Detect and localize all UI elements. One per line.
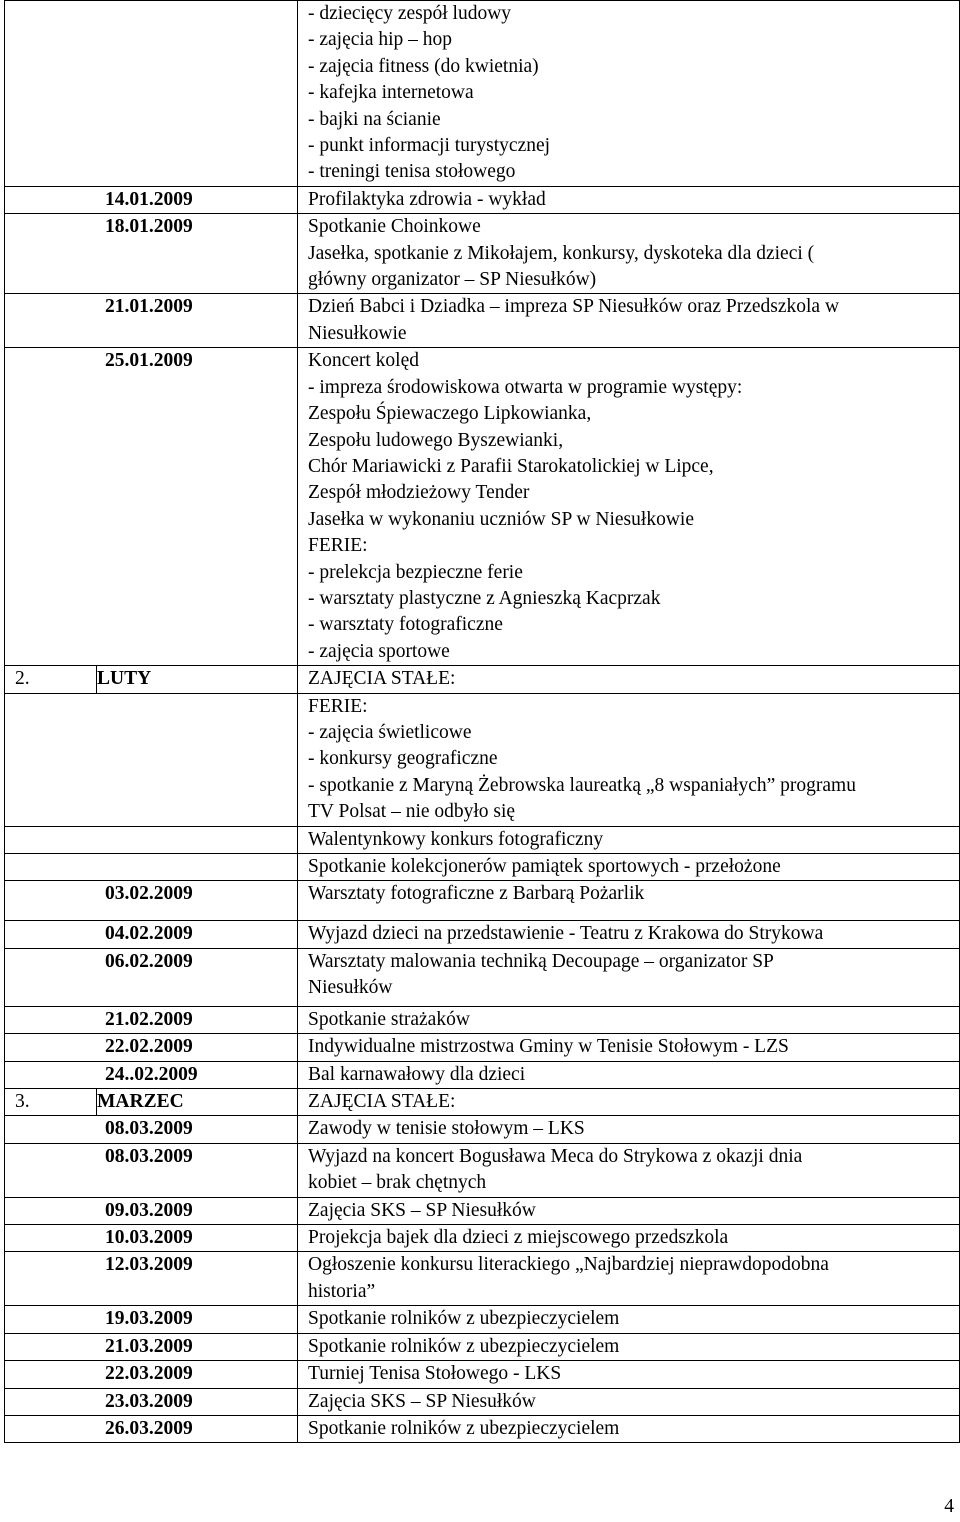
description-cell: Spotkanie kolekcjonerów pamiątek sportowych - przełożone	[298, 854, 960, 881]
description-line: - zajęcia świetlicowe	[308, 721, 472, 743]
table-row	[5, 948, 960, 1006]
description-cell: Walentynkowy konkurs fotograficzny	[298, 826, 960, 853]
description-cell	[298, 1061, 960, 1088]
date-cell: 08.03.2009	[5, 1116, 298, 1143]
table-row	[5, 348, 960, 666]
section-title: ZAJĘCIA STAŁE:	[298, 1089, 960, 1116]
description-line: - prelekcja bezpieczne ferie	[308, 561, 523, 583]
table-row	[5, 294, 960, 348]
description-line: - kafejka internetowa	[308, 82, 474, 104]
description-line: Wyjazd na koncert Bogusława Meca do Strykowa z okazji dnia	[308, 1145, 803, 1167]
table-row	[5, 1143, 960, 1197]
description-line: - impreza środowiskowa otwarta w programie występy:	[308, 376, 743, 398]
page-number: 4	[944, 1496, 954, 1517]
date-cell: 21.01.2009	[5, 294, 298, 348]
section-number: 2.	[5, 666, 97, 693]
empty-cell	[5, 1, 298, 187]
date-cell: 26.03.2009	[5, 1415, 298, 1442]
table-row	[5, 826, 960, 853]
description-line: Chór Mariawicki z Parafii Starokatolickiej w Lipce,	[308, 455, 714, 477]
table-row	[5, 1, 960, 187]
table-row	[5, 666, 960, 693]
description-line: Bal karnawałowy dla dzieci	[308, 1063, 526, 1085]
description-cell	[298, 881, 960, 921]
description-line: Ogłoszenie konkursu literackiego „Najbardziej nieprawdopodobna	[308, 1254, 829, 1276]
month-name: MARZEC	[97, 1089, 298, 1116]
description-cell	[298, 1361, 960, 1388]
table-row	[5, 1006, 960, 1033]
table-row	[5, 1061, 960, 1088]
description-line: Koncert kolęd	[308, 350, 420, 372]
description-line: - dziecięcy zespół ludowy	[308, 3, 512, 24]
description-line: Niesułkowie	[308, 322, 407, 344]
description-cell	[298, 1333, 960, 1360]
description-line: Spotkanie Choinkowe	[308, 216, 481, 238]
date-cell: 23.03.2009	[5, 1388, 298, 1415]
description-cell	[298, 921, 960, 948]
description-cell	[298, 186, 960, 213]
table-row	[5, 693, 960, 826]
description-line: Niesułków	[308, 977, 393, 999]
section-number: 3.	[5, 1089, 97, 1116]
description-cell	[298, 1116, 960, 1143]
description-line: Zawody w tenisie stołowym – LKS	[308, 1118, 585, 1140]
table-row	[5, 1388, 960, 1415]
description-cell	[298, 214, 960, 294]
description-line: Spotkanie rolników z ubezpieczycielem	[308, 1308, 620, 1330]
description-line: Zespół młodzieżowy Tender	[308, 482, 530, 504]
description-line: - spotkanie z Maryną Żebrowska laureatką „8 wspaniałych” programu	[308, 774, 856, 796]
description-cell	[298, 1, 960, 187]
date-cell: 10.03.2009	[5, 1225, 298, 1252]
schedule-table	[4, 0, 960, 1443]
description-cell	[298, 693, 960, 826]
table-row	[5, 1034, 960, 1061]
empty-cell	[5, 826, 298, 853]
description-cell	[298, 348, 960, 666]
description-line: Spotkanie strażaków	[308, 1008, 470, 1030]
description-line: - warsztaty fotograficzne	[308, 614, 503, 636]
empty-cell	[5, 693, 298, 826]
description-line: Wyjazd dzieci na przedstawienie - Teatru z Krakowa do Strykowa	[308, 923, 824, 945]
description-cell	[298, 1143, 960, 1197]
date-cell: 21.02.2009	[5, 1006, 298, 1033]
description-cell	[298, 1006, 960, 1033]
date-cell: 03.02.2009	[5, 881, 298, 921]
date-cell: 24..02.2009	[5, 1061, 298, 1088]
description-line: Turniej Tenisa Stołowego - LKS	[308, 1363, 562, 1385]
table-row	[5, 854, 960, 881]
date-cell: 18.01.2009	[5, 214, 298, 294]
description-line: Zespołu ludowego Byszewianki,	[308, 429, 564, 451]
description-cell	[298, 1252, 960, 1306]
description-line: główny organizator – SP Niesułków)	[308, 269, 597, 291]
description-cell	[298, 1034, 960, 1061]
table-row	[5, 1197, 960, 1224]
date-cell: 14.01.2009	[5, 186, 298, 213]
table-row	[5, 186, 960, 213]
description-cell	[298, 1415, 960, 1442]
schedule-body	[5, 1, 960, 1443]
description-line: - warsztaty plastyczne z Agnieszką Kacprzak	[308, 587, 661, 609]
date-cell: 22.03.2009	[5, 1361, 298, 1388]
description-line: - konkursy geograficzne	[308, 748, 498, 770]
date-cell: 12.03.2009	[5, 1252, 298, 1306]
empty-cell	[5, 854, 298, 881]
description-line: kobiet – brak chętnych	[308, 1172, 487, 1194]
description-line: - zajęcia fitness (do kwietnia)	[308, 55, 539, 77]
table-row	[5, 1415, 960, 1442]
date-cell: 25.01.2009	[5, 348, 298, 666]
description-cell	[298, 948, 960, 1006]
date-cell: 09.03.2009	[5, 1197, 298, 1224]
table-row	[5, 1306, 960, 1333]
table-row	[5, 921, 960, 948]
description-line: Spotkanie rolników z ubezpieczycielem	[308, 1335, 620, 1357]
description-line: - zajęcia hip – hop	[308, 29, 453, 51]
description-line: Zajęcia SKS – SP Niesułków	[308, 1199, 536, 1221]
section-title: ZAJĘCIA STAŁE:	[298, 666, 960, 693]
month-name: LUTY	[97, 666, 298, 693]
description-line: Zajęcia SKS – SP Niesułków	[308, 1390, 536, 1412]
description-line: Indywidualne mistrzostwa Gminy w Tenisie Stołowym - LZS	[308, 1036, 789, 1058]
table-row	[5, 1225, 960, 1252]
description-line: - bajki na ścianie	[308, 108, 441, 130]
description-cell	[298, 1388, 960, 1415]
table-row	[5, 1361, 960, 1388]
table-row	[5, 1089, 960, 1116]
date-cell: 21.03.2009	[5, 1333, 298, 1360]
description-line: - punkt informacji turystycznej	[308, 135, 551, 157]
table-row	[5, 1116, 960, 1143]
description-cell	[298, 1197, 960, 1224]
date-cell: 19.03.2009	[5, 1306, 298, 1333]
date-cell: 22.02.2009	[5, 1034, 298, 1061]
date-cell: 08.03.2009	[5, 1143, 298, 1197]
description-line: Spotkanie rolników z ubezpieczycielem	[308, 1417, 620, 1439]
table-row	[5, 881, 960, 921]
description-line: Warsztaty fotograficzne z Barbarą Pożarlik	[308, 883, 645, 905]
description-cell	[298, 294, 960, 348]
description-cell	[298, 1306, 960, 1333]
description-line: Jasełka w wykonaniu uczniów SP w Niesułkowie	[308, 508, 694, 530]
description-line: Warsztaty malowania techniką Decoupage – organizator SP	[308, 950, 774, 972]
description-line: - treningi tenisa stołowego	[308, 161, 516, 183]
date-cell: 04.02.2009	[5, 921, 298, 948]
description-line: Jasełka, spotkanie z Mikołajem, konkursy, dyskoteka dla dzieci (	[308, 242, 815, 264]
table-row	[5, 1252, 960, 1306]
description-line: - zajęcia sportowe	[308, 640, 450, 662]
description-line: TV Polsat – nie odbyło się	[308, 801, 516, 823]
description-line: historia”	[308, 1280, 376, 1302]
table-row	[5, 1333, 960, 1360]
table-row	[5, 214, 960, 294]
description-line: Zespołu Śpiewaczego Lipkowianka,	[308, 403, 592, 425]
date-cell: 06.02.2009	[5, 948, 298, 1006]
description-cell	[298, 1225, 960, 1252]
description-line: Profilaktyka zdrowia - wykład	[308, 188, 546, 210]
description-line: FERIE:	[308, 535, 368, 557]
description-line: Dzień Babci i Dziadka – impreza SP Niesułków oraz Przedszkola w	[308, 296, 840, 318]
description-line: FERIE:	[308, 695, 368, 717]
description-line: Projekcja bajek dla dzieci z miejscowego przedszkola	[308, 1227, 729, 1249]
